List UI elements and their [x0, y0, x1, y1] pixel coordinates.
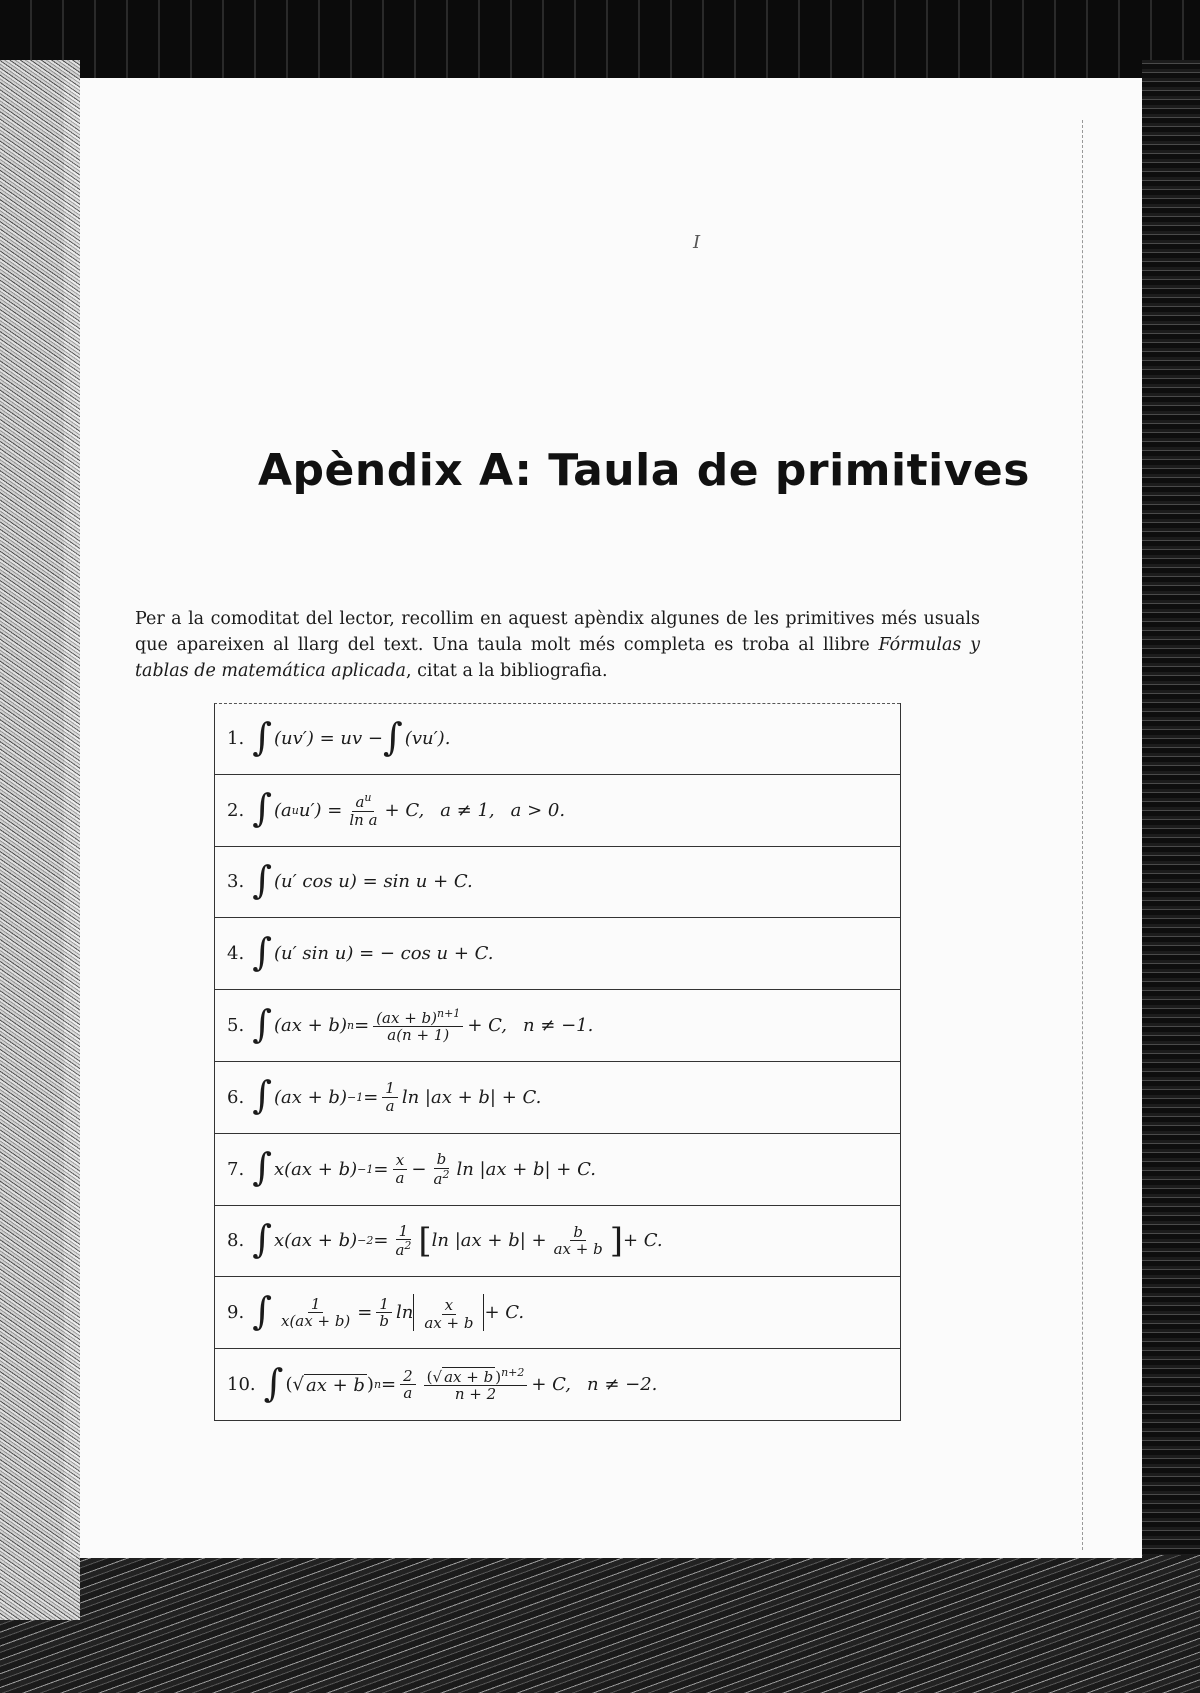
formula-8: ∫ x(ax + b) −2 = $\frac{1}{a^2}$ [ ln |ax + b| + $\frac{b}{ax + b}$ ] + C.	[252, 1216, 663, 1261]
formula-1: ∫ (uv′) = uv − ∫ (vu′).	[252, 714, 451, 759]
formula-9: ∫ $\frac{1}{x(ax + b)}$ = $\frac{1}{b}$ ln $\frac{x}{ax + b}$ + C.	[252, 1288, 525, 1333]
intro-text-end: , citat a la bibliografia.	[405, 661, 608, 681]
margin-rule	[1082, 120, 1083, 1550]
formula-number: 4.	[227, 943, 245, 965]
formula-7: ∫ x(ax + b) −1 = $\frac{x}{a}$ − $\frac{b}{a^2}$ ln |ax + b| + C.	[252, 1145, 596, 1190]
formula-row-1	[214, 703, 900, 775]
formula-6: ∫ (ax + b) −1 = $\frac{1}{a}$ ln |ax + b| + C.	[252, 1073, 542, 1118]
formula-5: ∫ (ax + b) n = $\frac{(ax + b)^{n+1}}{a(n + 1)}$ + C, n ≠ −1.	[252, 1001, 594, 1046]
page-title: Apèndix A: Taula de primitives	[258, 445, 1030, 496]
formula-number: 10.	[227, 1374, 256, 1396]
scan-top-edge	[0, 0, 1200, 82]
formula-2: ∫ (a u u′) = $\frac{a^u}{\text{ln a}}$ + C, a ≠ 1, a > 0.	[252, 786, 566, 831]
formula-number: 2.	[227, 799, 245, 821]
formula-number: 3.	[227, 871, 245, 893]
formula-number: 8.	[227, 1230, 245, 1252]
page-mark: I	[693, 232, 701, 253]
formula-row-7	[214, 1134, 900, 1206]
primitives-table	[214, 703, 901, 1421]
formula-row-8	[214, 1206, 900, 1278]
formula-3: ∫ (u′ cos u) = sin u + C.	[252, 857, 473, 902]
formula-number: 1.	[227, 728, 245, 750]
scan-left-edge	[0, 60, 80, 1620]
intro-paragraph	[135, 606, 980, 684]
formula-number: 9.	[227, 1302, 245, 1324]
formula-number: 5.	[227, 1015, 245, 1037]
scan-bottom-edge	[0, 1555, 1200, 1693]
formula-row-5	[214, 990, 900, 1062]
scan-right-edge	[1142, 60, 1200, 1620]
formula-10: ∫ ( √ ax + b ) n = $\frac{2}{a}$ $\frac{(√ ax + b )^{n+2}}{n + 2}$ + C, n ≠ −2.	[263, 1360, 658, 1405]
formula-row-10	[214, 1349, 900, 1421]
formula-number: 7.	[227, 1158, 245, 1180]
book-title: Fórmulas y tablas de matemática aplicada	[135, 635, 980, 681]
formula-number: 6.	[227, 1086, 245, 1108]
formula-row-6	[214, 1062, 900, 1134]
formula-row-4	[214, 918, 900, 990]
formula-row-9	[214, 1277, 900, 1349]
intro-text-start: Per a la comoditat del lector, recollim en aquest apèndix algunes de les primitives més usuals que apareixen al llarg del text. Una taula molt més completa es troba al llibre	[135, 609, 980, 655]
formula-row-2	[214, 775, 900, 847]
formula-4: ∫ (u′ sin u) = − cos u + C.	[252, 929, 494, 974]
formula-row-3	[214, 847, 900, 919]
